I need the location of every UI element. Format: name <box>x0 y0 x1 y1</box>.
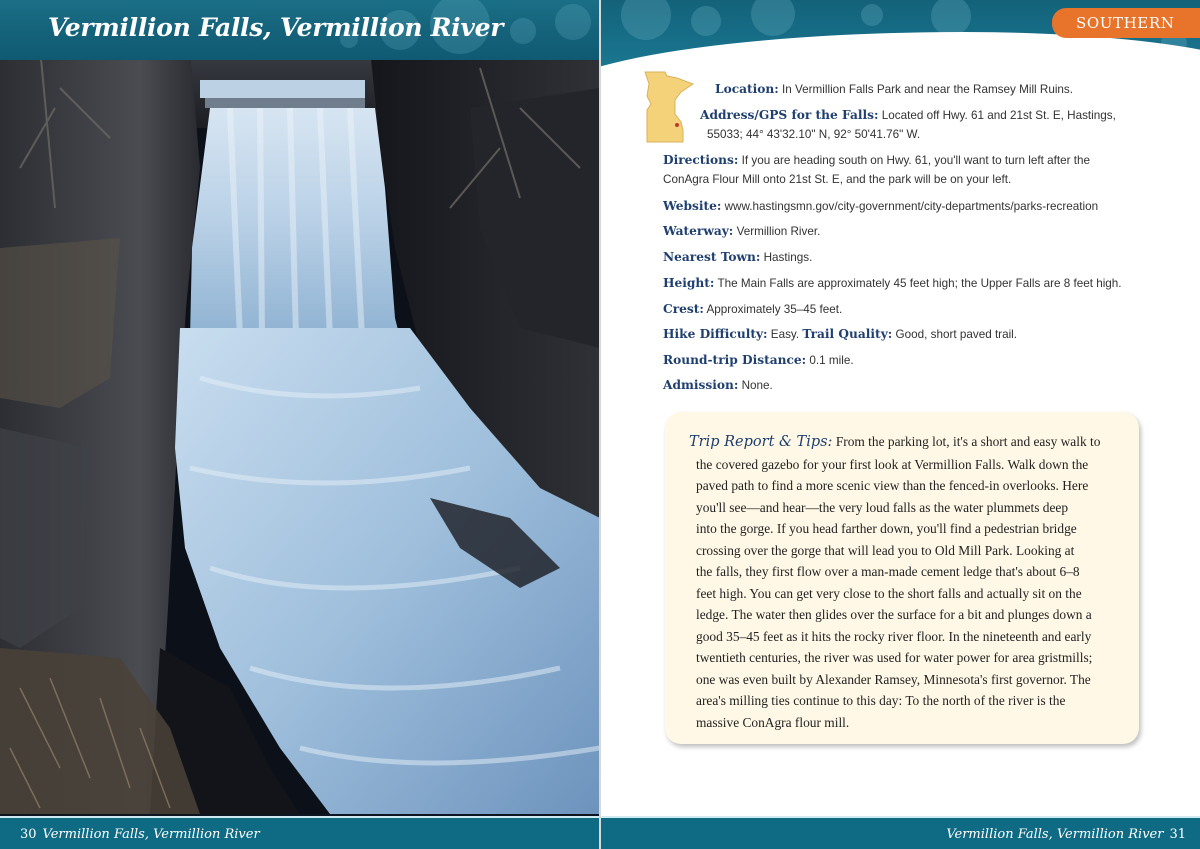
page-number-right: 31 <box>1169 827 1186 842</box>
page-title: Vermillion Falls, Vermillion River <box>48 13 504 42</box>
height-row <box>663 274 1122 293</box>
location-value: In Vermillion Falls Park and near the Ramsey Mill Ruins. <box>782 83 1074 96</box>
address-row-2 <box>707 125 920 144</box>
address-value-line1: Located off Hwy. 61 and 21st St. E, Hastings, <box>881 109 1116 122</box>
admission-label: Admission: <box>663 378 739 392</box>
running-title-left: Vermillion Falls, Vermillion River <box>42 827 260 842</box>
trip-report-line: one was even built by Alexander Ramsey, Minnesota's first governor. The <box>696 671 1091 687</box>
nearest-town-value: Hastings. <box>763 251 813 264</box>
directions-label: Directions: <box>663 153 739 167</box>
trip-report-line: good 35–45 feet as it hits the rocky river floor. In the nineteenth and early <box>696 628 1092 644</box>
running-title-right: Vermillion Falls, Vermillion River <box>946 827 1164 842</box>
height-value: The Main Falls are approximately 45 feet high; the Upper Falls are 8 feet high. <box>717 277 1122 290</box>
trail-quality-value: Good, short paved trail. <box>895 328 1018 341</box>
trip-report-line: massive ConAgra flour mill. <box>696 714 850 730</box>
hike-row <box>663 325 1017 344</box>
address-label: Address/GPS for the Falls: <box>700 108 879 122</box>
trip-report-label: Trip Report & Tips: <box>689 434 833 450</box>
website-label: Website: <box>663 199 722 213</box>
location-row <box>715 80 1073 99</box>
trip-report-line: area's milling ties continue to this day: To the north of the river is the <box>696 693 1066 708</box>
nearest-town-row <box>663 248 812 267</box>
right-footer <box>601 816 1200 849</box>
admission-value: None. <box>741 379 773 392</box>
minnesota-map-icon <box>643 70 695 144</box>
left-footer <box>0 816 600 849</box>
trip-report-line: From the parking lot, it's a short and easy walk to <box>835 434 1101 449</box>
trip-report-line: paved path to find a more scenic view than the fenced-in overlooks. Here <box>696 478 1089 493</box>
right-page <box>601 0 1200 849</box>
page-number-left: 30 <box>20 827 37 842</box>
round-trip-label: Round-trip Distance: <box>663 353 807 367</box>
trip-report-line: feet high. You can get very close to the short falls and actually sit on the <box>696 585 1082 601</box>
nearest-town-label: Nearest Town: <box>663 250 761 264</box>
waterfall-photo <box>0 48 600 814</box>
waterway-label: Waterway: <box>663 224 734 238</box>
round-trip-value: 0.1 mile. <box>809 354 854 367</box>
crest-row <box>663 300 842 319</box>
directions-row <box>663 151 1090 170</box>
trip-report-line: crossing over the gorge that will lead you to Old Mill Park. Looking at <box>696 542 1075 558</box>
crest-value: Approximately 35–45 feet. <box>706 303 843 316</box>
trip-report-line: you'll see—and hear—the very loud falls as the water plummets deep <box>696 499 1069 515</box>
trip-report-line: the covered gazebo for your first look at Vermillion Falls. Walk down the <box>696 456 1089 472</box>
trip-report-line: twentieth centuries, the river was used for water power for area gristmills; <box>696 650 1093 665</box>
website-link[interactable]: www.hastingsmn.gov/city-government/city-departments/parks-recreation <box>724 200 1099 213</box>
height-label: Height: <box>663 276 715 290</box>
waterway-row <box>663 222 820 241</box>
region-tab-label: SOUTHERN <box>1076 14 1175 32</box>
website-row <box>663 197 1098 216</box>
round-trip-row <box>663 351 854 370</box>
trip-report-line: ledge. The water then glides over the surface for a bit and plunges down a <box>696 607 1092 622</box>
trail-quality-label: Trail Quality: <box>802 327 893 341</box>
address-value-line2: 55033; 44° 43'32.10" N, 92° 50'41.76" W. <box>707 128 921 141</box>
directions-value-line2: ConAgra Flour Mill onto 21st St. E, and the park will be on your left. <box>663 173 1012 186</box>
region-tab <box>1052 8 1200 38</box>
left-footer-text <box>20 827 260 842</box>
trip-report-box <box>665 412 1139 744</box>
location-label: Location: <box>715 82 779 96</box>
trip-report-line: into the gorge. If you head farther down, you'll find a pedestrian bridge <box>696 521 1077 536</box>
left-header-banner <box>0 0 600 60</box>
admission-row <box>663 376 773 395</box>
right-footer-text <box>946 827 1186 842</box>
address-row <box>700 106 1116 125</box>
hike-difficulty-label: Hike Difficulty: <box>663 327 768 341</box>
directions-value-line1: If you are heading south on Hwy. 61, you'll want to turn left after the <box>741 154 1090 167</box>
crest-label: Crest: <box>663 302 704 316</box>
trip-report-line: the falls, they first flow over a man-made cement ledge that's about 6–8 <box>696 564 1080 579</box>
trip-report-text <box>689 431 1119 733</box>
waterway-value: Vermillion River. <box>736 225 821 238</box>
hike-difficulty-value: Easy. <box>770 328 800 341</box>
directions-row-2 <box>663 170 1011 189</box>
